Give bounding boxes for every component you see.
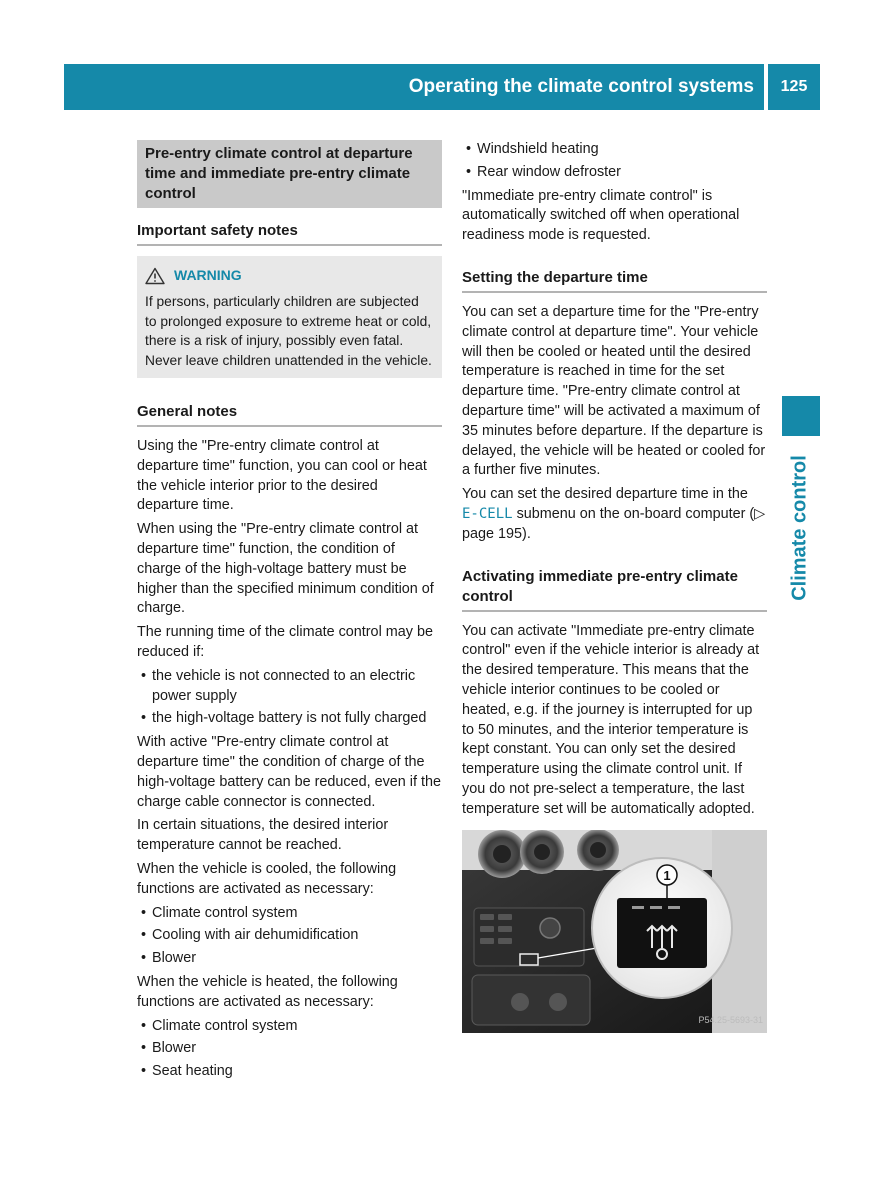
air-vent-icon: [478, 830, 526, 878]
list-item: • Cooling with air dehumidification: [137, 926, 442, 946]
list-item: • Rear window defroster: [462, 163, 767, 183]
list-item: • Climate control system: [137, 904, 442, 924]
paragraph: When the vehicle is heated, the following functions are activated as necessary:: [137, 973, 398, 1010]
paragraph-text: You can set the desired departure time in the: [462, 486, 748, 503]
section-heading: Pre-entry climate control at departure time and immediate pre-entry climate control: [137, 140, 442, 208]
dashboard-illustration: [462, 830, 767, 1033]
list-item: • Windshield heating: [462, 140, 767, 160]
side-tab-label: Climate control: [788, 455, 811, 601]
paragraph: When the vehicle is cooled, the following functions are activated as necessary:: [137, 860, 397, 897]
bullet-list: [462, 140, 767, 183]
side-tab-marker: [782, 396, 820, 436]
paragraph: You can activate "Immediate pre-entry climate control" even if the vehicle interior is already at the desired temperature. This means that the vehicle interior continues to be cooled or heated, e.g. if the journey is interrupted for up to 50 minutes, and the interior temperature is kept constant. You can only set the desired temperature using the climate control unit. If you do not pre-select a temperature, the last temperature set will be automatically adopted.: [462, 622, 760, 817]
list-item: • Seat heating: [137, 1062, 442, 1082]
list-item: • Blower: [137, 949, 442, 969]
paragraph: [462, 485, 767, 544]
right-column: [462, 140, 767, 1033]
warning-triangle-icon: [145, 267, 165, 285]
header-bar: [64, 64, 764, 110]
callout-number: 1: [663, 867, 671, 883]
general-notes-heading: General notes: [137, 398, 442, 427]
paragraph: You can set a departure time for the "Pre-entry climate control at departure time". Your vehicle will then be cooled or heated until the desired temperature is reached in time for the set departure time. "Pre-entry climate control at departure time" will be activated a maximum of 35 minutes before departure. If the departure is delayed, the vehicle will be heated or cooled for a further five minutes.: [462, 303, 766, 479]
list-item: • the high-voltage battery is not fully charged: [137, 709, 442, 729]
paragraph-text: submenu on the on-board computer (▷ page 195).: [462, 505, 766, 542]
air-vent-icon: [577, 830, 619, 871]
paragraph: With active "Pre-entry climate control at departure time" the condition of charge of the high-voltage battery can be reduced, even if the charge cable connector is connected.: [137, 734, 442, 810]
list-item: • the vehicle is not connected to an electric power supply: [137, 667, 442, 707]
ecell-menu-name: E-CELL: [462, 505, 513, 522]
list-item: • Climate control system: [137, 1017, 442, 1037]
paragraph: In certain situations, the desired interior temperature cannot be reached.: [137, 817, 389, 854]
bullet-list: [137, 904, 442, 969]
bullet-list: [137, 1017, 442, 1082]
climate-control-figure: [462, 830, 767, 1033]
paragraph: "Immediate pre-entry climate control" is automatically switched off when operational readiness mode is requested.: [462, 187, 740, 244]
warning-header: [145, 266, 434, 286]
left-column: [137, 140, 442, 1086]
paragraph: Using the "Pre-entry climate control at departure time" function, you can cool or heat the vehicle interior prior to the desired departure time.: [137, 437, 427, 514]
warning-box: [137, 256, 442, 378]
page-title: Operating the climate control systems: [408, 76, 754, 97]
figure-caption: P54.25-5693-31: [698, 1014, 763, 1025]
page-number: 125: [768, 64, 820, 110]
important-safety-notes-heading: Important safety notes: [137, 217, 442, 246]
air-vent-icon: [520, 830, 564, 874]
bullet-list: [137, 667, 442, 729]
activating-immediate-heading: Activating immediate pre-entry climate control: [462, 563, 767, 612]
paragraph: When using the "Pre-entry climate control at departure time" function, the condition of charge of the high-voltage battery must be higher than the specified minimum condition of charge.: [137, 521, 434, 617]
warning-label: WARNING: [174, 267, 242, 283]
paragraph: The running time of the climate control may be reduced if:: [137, 624, 433, 660]
setting-departure-time-heading: Setting the departure time: [462, 264, 767, 293]
warning-text: If persons, particularly children are subjected to prolonged exposure to extreme heat or cold, there is a risk of injury, possibly even fatal. Never leave children unattended in the vehicle.: [145, 293, 432, 369]
list-item: • Blower: [137, 1039, 442, 1059]
